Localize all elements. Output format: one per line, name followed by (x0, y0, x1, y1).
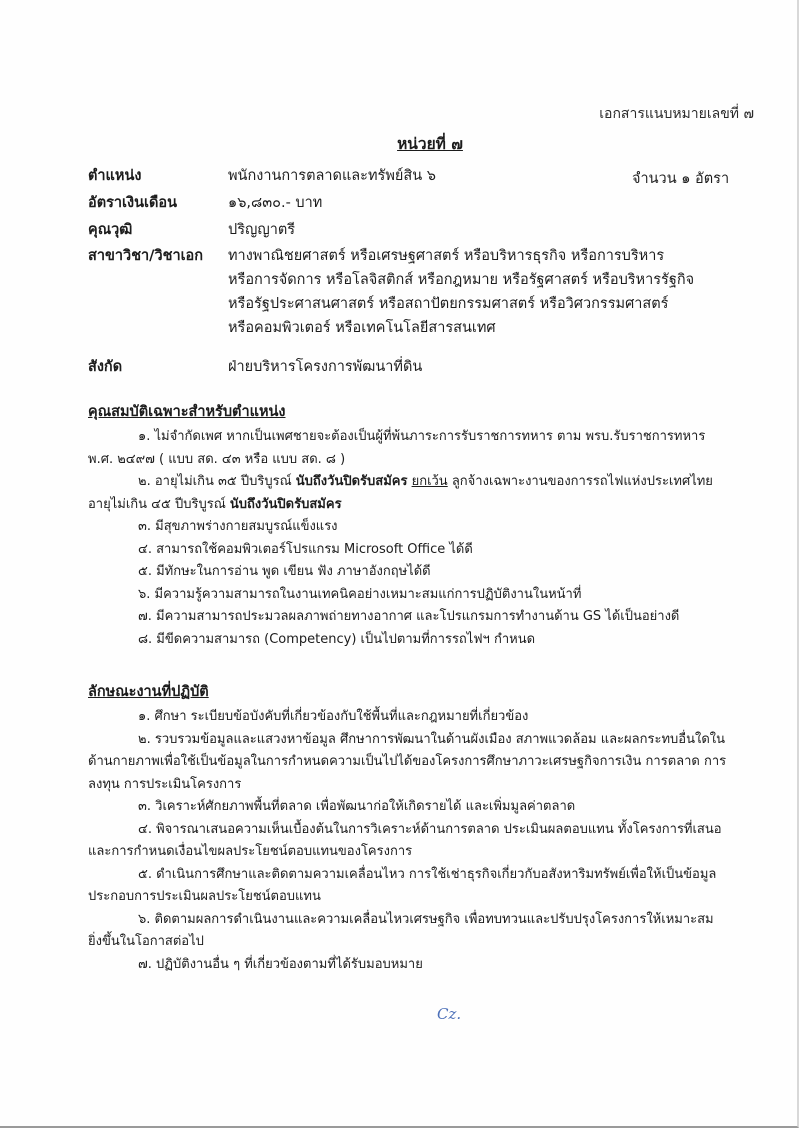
qualification-item: ๕. มีทักษะในการอ่าน พูด เขียน ฟัง ภาษาอังกฤษได้ดี (138, 564, 431, 579)
position-label: ตำแหน่ง (88, 168, 142, 184)
major-line: หรือคอมพิวเตอร์ หรือเทคโนโลยีสารสนเทศ (228, 320, 496, 336)
salary-label: อัตราเงินเดือน (88, 195, 177, 211)
qualification-item: ๘. มีขีดความสามารถ (Competency) เป็นไปตามที่การรถไฟฯ กำหนด (138, 631, 536, 647)
qualification-item: ๖. มีความรู้ความสามารถในงานเทคนิคอย่างเหมาะสมแก่การปฏิบัติงานในหน้าที่ (138, 586, 582, 602)
qualifications-section-title: คุณสมบัติเฉพาะสำหรับตำแหน่ง (88, 404, 286, 420)
major-list (228, 244, 788, 340)
item2-line2-prefix: อายุไม่เกิน ๔๕ ปีบริบูรณ์ (88, 496, 230, 512)
qualification-value: ปริญญาตรี (228, 222, 296, 238)
qualification-item-1-line1: ๑. ไม่จำกัดเพศ หากเป็นเพศชายจะต้องเป็นผู้ที่พ้นภาระการรับราชการทหาร ตาม พรบ.รับราชการทหาร (138, 429, 706, 444)
salary-value: ๑๖,๘๓๐.- บาท (228, 195, 323, 211)
duty-line: ยิ่งขึ้นในโอกาสต่อไป (88, 934, 204, 949)
qualification-item: ๔. สามารถใช้คอมพิวเตอร์โปรแกรม Microsoft Office ได้ดี (138, 541, 473, 557)
duty-line: ๑. ศึกษา ระเบียบข้อบังคับที่เกี่ยวข้องกับใช้พื้นที่และกฎหมายที่เกี่ยวข้อง (138, 709, 529, 724)
unit-title: หน่วยที่ ๗ (397, 135, 463, 153)
duty-line: ๔. พิจารณาเสนอความเห็นเบื้องต้นในการวิเคราะห์ด้านการตลาด ประเมินผลตอบแทน ทั้งโครงการที่เสนอ (138, 821, 722, 837)
handwritten-initials: Cz. (437, 1005, 462, 1023)
item2-bold-deadline: นับถึงวันปิดรับสมัคร (295, 474, 408, 489)
position-value: พนักงานการตลาดและทรัพย์สิน ๖ (228, 168, 436, 184)
item2-rest: ลูกจ้างเฉพาะงานของการรถไฟแห่งประเทศไทย (447, 474, 713, 489)
duties-list (88, 706, 768, 976)
duty-line: ๖. ติดตามผลการดำเนินงานและความเคลื่อนไหวเศรษฐกิจ เพื่อทบทวนและปรับปรุงโครงการให้เหมาะสม (138, 911, 714, 927)
affiliation-value: ฝ่ายบริหารโครงการพัฒนาที่ดิน (228, 359, 423, 375)
duty-line: ด้านกายภาพเพื่อใช้เป็นข้อมูลในการกำหนดความเป็นไปได้ของโครงการศึกษาภาวะเศรษฐกิจการเงิน การตลาด การ (88, 754, 727, 769)
qualification-item-2-line1 (88, 471, 768, 494)
position-count: จำนวน ๑ อัตรา (632, 171, 730, 187)
attachment-reference: เอกสารแนบหมายเลขที่ ๗ (599, 106, 754, 122)
major-line: หรือรัฐประศาสนศาสตร์ หรือสถาปัตยกรรมศาสตร์ หรือวิศวกรรมศาสตร์ (228, 296, 669, 312)
item2-prefix: ๒. อายุไม่เกิน ๓๕ ปีบริบูรณ์ (138, 474, 296, 489)
duty-line: ๒. รวบรวมข้อมูลและแสวงหาข้อมูล ศึกษาการพัฒนาในด้านผังเมือง สภาพแวดล้อม และผลกระทบอื่นใดใน (138, 731, 725, 747)
qualification-item-2-line2 (88, 494, 768, 517)
duty-line: ประกอบการประเมินผลประโยชน์ตอบแทน (88, 889, 321, 904)
qualification-item: ๗. มีความสามารถประมวลผลภาพถ่ายทางอากาศ และโปรแกรมการทำงานด้าน GS ได้เป็นอย่างดี (138, 609, 680, 624)
item2-line2-bold: นับถึงวันปิดรับสมัคร (229, 496, 342, 512)
duty-line: ๓. วิเคราะห์ศักยภาพพื้นที่ตลาด เพื่อพัฒนาก่อให้เกิดรายได้ และเพิ่มมูลค่าตลาด (138, 799, 576, 814)
major-label: สาขาวิชา/วิชาเอก (88, 248, 204, 264)
duty-line: ๕. ดำเนินการศึกษาและติดตามความเคลื่อนไหว การใช้เช่าธุรกิจเกี่ยวกับอสังหาริมทรัพย์เพื่อให้เป็นข้อมูล (138, 866, 717, 882)
major-line: ทางพาณิชยศาสตร์ หรือเศรษฐศาสตร์ หรือบริหารธุรกิจ หรือการบริหาร (228, 248, 665, 264)
qualifications-list (88, 426, 768, 651)
affiliation-label: สังกัด (88, 359, 123, 375)
duty-line: และการกำหนดเงื่อนไขผลประโยชน์ตอบแทนของโครงการ (88, 844, 413, 859)
qualification-label: คุณวุฒิ (88, 222, 133, 238)
major-line: หรือการจัดการ หรือโลจิสติกส์ หรือกฎหมาย หรือรัฐศาสตร์ หรือบริหารรัฐกิจ (228, 272, 695, 288)
qualification-item-1-line2: พ.ศ. ๒๔๙๗ ( แบบ สด. ๔๓ หรือ แบบ สด. ๘ ) (88, 451, 346, 467)
qualification-item: ๓. มีสุขภาพร่างกายสมบูรณ์แข็งแรง (138, 519, 338, 534)
duty-line: ๗. ปฏิบัติงานอื่น ๆ ที่เกี่ยวข้องตามที่ได้รับมอบหมาย (138, 956, 423, 972)
item2-exception: ยกเว้น (411, 474, 448, 489)
duty-line: ลงทุน การประเมินโครงการ (88, 776, 242, 792)
duties-section-title: ลักษณะงานที่ปฏิบัติ (88, 684, 209, 700)
